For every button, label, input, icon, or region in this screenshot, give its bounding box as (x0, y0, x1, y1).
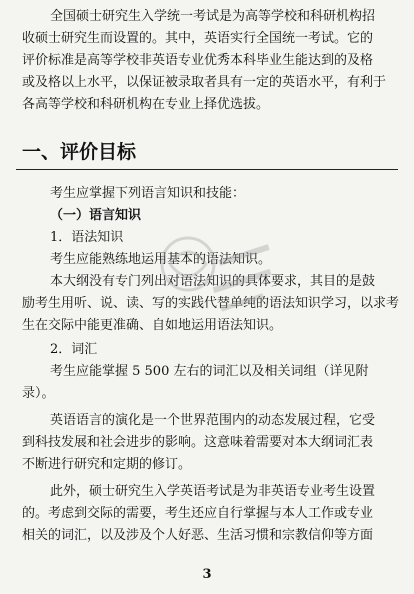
intro-line-2: 收硕士研究生而设置的。其中，英语实行全国统一考试。它的 (22, 31, 374, 46)
intro-line-3: 评价标准是高等学校非英语专业优秀本科毕业生能达到的及格 (22, 53, 374, 68)
section-heading: 一、评价目标 (22, 141, 137, 163)
vocab-line-1: 考生应能掌握 5 500 左右的词汇以及相关词组（详见附 (50, 364, 369, 379)
page-number: 3 (202, 567, 212, 582)
para2-line-2: 励考生用听、说、读、写的实践代替单纯的语法知识学习，以求考 (22, 296, 400, 311)
vocab-line-2: 录）。 (22, 386, 55, 401)
para3-line-1: 英语语言的演化是一个世界范围内的动态发展过程，它受 (50, 413, 376, 428)
para4-line-3: 相关的词汇，以及涉及个人好恶、生活习惯和宗教信仰等方面 (22, 528, 374, 543)
grammar-text: 考生应能熟练地运用基本的语法知识。 (50, 252, 272, 267)
para4-line-1: 此外，硕士研究生入学英语考试是为非英语专业考生设置 (50, 484, 376, 499)
intro-line-5: 各高等学校和科研机构在专业上择优选拔。 (22, 97, 270, 112)
subheading-language-knowledge: （一）语言知识 (50, 208, 142, 223)
para3-line-3: 不断进行研究和定期的修订。 (22, 457, 192, 472)
para2-line-1: 本大纲没有专门列出对语法知识的具体要求，其目的是鼓 (50, 274, 376, 289)
para4-line-2: 的。考虑到交际的需要，考生还应自行掌握与本人工作或专业 (22, 506, 374, 521)
para3-line-2: 到科技发展和社会进步的影响。这意味着需要对本大纲词汇表 (22, 435, 374, 450)
item-grammar: 1．语法知识 (50, 230, 124, 245)
item-vocabulary: 2．词汇 (50, 342, 98, 357)
lead-text: 考生应掌握下列语言知识和技能： (50, 186, 246, 201)
intro-line-4: 或及格以上水平，以保证被录取者具有一定的英语水平，有利于 (22, 75, 387, 90)
section-rule (16, 169, 398, 170)
para2-line-3: 生在交际中能更准确、自如地运用语法知识。 (22, 318, 283, 333)
intro-line-1: 全国硕士研究生入学统一考试是为高等学校和科研机构招 (50, 9, 376, 24)
